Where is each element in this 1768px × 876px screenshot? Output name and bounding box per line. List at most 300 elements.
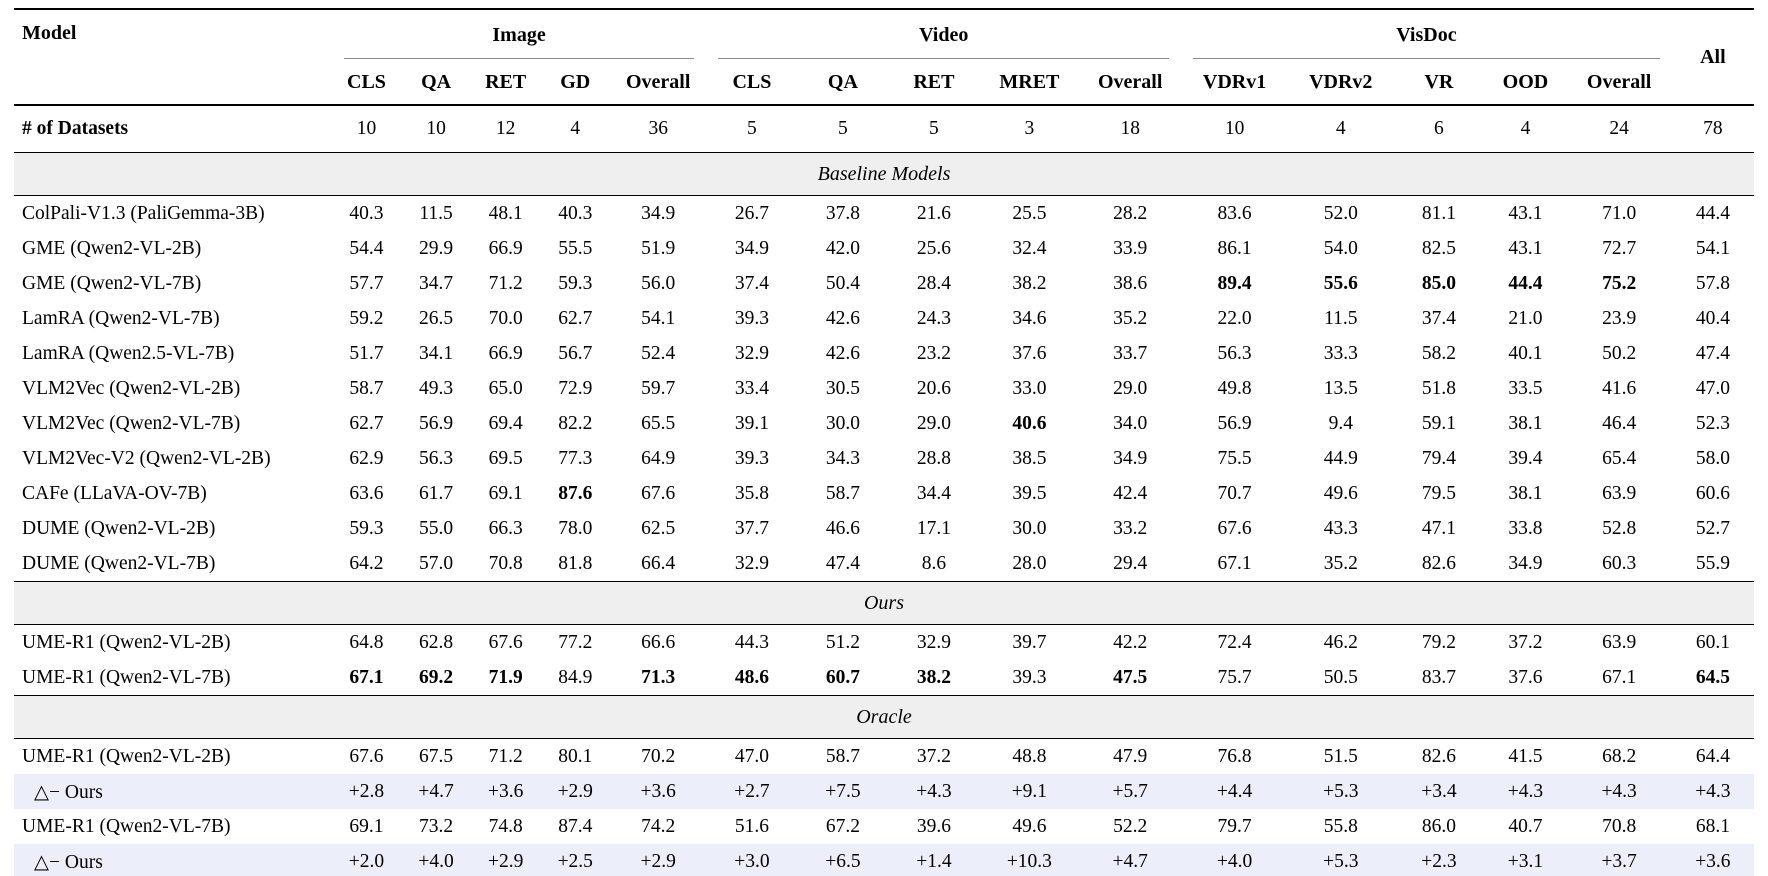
score-cell: 37.4 — [1421, 307, 1456, 329]
score-cell: 54.4 — [349, 237, 384, 259]
score-cell: +2.3 — [1393, 844, 1484, 876]
score-cell: 79.7 — [1217, 815, 1252, 837]
col-header: VDRv2 — [1288, 60, 1393, 105]
model-row — [14, 301, 1754, 336]
score-cell: 73.2 — [419, 815, 454, 837]
group-header-visdoc: VisDoc — [1181, 9, 1672, 60]
score-cell: 54.1 — [1695, 237, 1730, 259]
score-cell: 39.1 — [734, 412, 769, 434]
score-cell: 30.5 — [825, 377, 860, 399]
score-cell: 34.1 — [419, 342, 454, 364]
score-cell: 64.4 — [1695, 745, 1730, 767]
score-cell: 64.2 — [349, 552, 384, 574]
score-cell: 87.4 — [558, 815, 593, 837]
score-cell: 70.7 — [1217, 482, 1252, 504]
score-cell: 25.6 — [916, 237, 951, 259]
score-cell: 64.5 — [1695, 666, 1730, 688]
model-column-header: Model — [14, 9, 332, 105]
score-cell: +3.6 — [610, 774, 706, 809]
score-cell: +4.3 — [1672, 774, 1754, 809]
score-cell: 82.2 — [558, 412, 593, 434]
score-cell: 36 — [610, 105, 706, 153]
score-cell: 54.1 — [641, 307, 676, 329]
score-cell: 62.7 — [349, 412, 384, 434]
score-cell: 62.7 — [558, 307, 593, 329]
model-name-cell: DUME (Qwen2-VL-7B) — [22, 552, 216, 574]
score-cell: +4.3 — [888, 774, 979, 809]
model-name-cell: UME-R1 (Qwen2-VL-2B) — [22, 631, 231, 653]
score-cell: 80.1 — [558, 745, 593, 767]
col-header: CLS — [332, 60, 402, 105]
model-name-cell: ColPali-V1.3 (PaliGemma-3B) — [22, 202, 265, 224]
score-cell: 68.1 — [1695, 815, 1730, 837]
score-cell: 58.2 — [1421, 342, 1456, 364]
model-row — [14, 196, 1754, 232]
score-cell: 70.8 — [1602, 815, 1637, 837]
score-cell: 17.1 — [916, 517, 951, 539]
score-cell: 5 — [706, 105, 797, 153]
score-cell: 33.9 — [1113, 237, 1148, 259]
score-cell: 79.5 — [1421, 482, 1456, 504]
score-cell: 49.8 — [1217, 377, 1252, 399]
score-cell: 26.7 — [734, 202, 769, 224]
score-cell: 64.8 — [349, 631, 384, 653]
score-cell: 58.7 — [349, 377, 384, 399]
score-cell: 55.9 — [1695, 552, 1730, 574]
score-cell: 34.3 — [825, 447, 860, 469]
score-cell: +4.3 — [1566, 774, 1671, 809]
model-row — [14, 739, 1754, 775]
score-cell: 67.6 — [641, 482, 676, 504]
score-cell: 64.9 — [641, 447, 676, 469]
score-cell: 38.5 — [1012, 447, 1047, 469]
score-cell: 52.4 — [641, 342, 676, 364]
score-cell: +2.8 — [332, 774, 402, 809]
score-cell: 77.2 — [558, 631, 593, 653]
score-cell: 51.8 — [1421, 377, 1456, 399]
model-name-cell: UME-R1 (Qwen2-VL-7B) — [22, 815, 231, 837]
score-cell: 11.5 — [1324, 307, 1358, 329]
score-cell: 56.0 — [641, 272, 676, 294]
score-cell: 56.7 — [558, 342, 593, 364]
score-cell: 63.9 — [1602, 631, 1637, 653]
score-cell: +5.3 — [1288, 844, 1393, 876]
score-cell: 37.6 — [1012, 342, 1047, 364]
score-cell: 34.0 — [1113, 412, 1148, 434]
model-name-cell: DUME (Qwen2-VL-2B) — [22, 517, 216, 539]
score-cell: 48.1 — [488, 202, 523, 224]
score-cell: 37.4 — [734, 272, 769, 294]
col-header: CLS — [706, 60, 797, 105]
score-cell: +3.0 — [706, 844, 797, 876]
score-cell: 67.5 — [419, 745, 454, 767]
score-cell: 29.9 — [419, 237, 454, 259]
score-cell: 40.7 — [1508, 815, 1543, 837]
score-cell: 72.9 — [558, 377, 593, 399]
score-cell: 59.2 — [349, 307, 384, 329]
score-cell: 56.3 — [419, 447, 454, 469]
score-cell: 34.9 — [1113, 447, 1148, 469]
score-cell: 86.1 — [1217, 237, 1252, 259]
score-cell: 6 — [1393, 105, 1484, 153]
score-cell: 68.2 — [1602, 745, 1637, 767]
score-cell: 34.9 — [641, 202, 676, 224]
score-cell: 39.3 — [734, 447, 769, 469]
datasets-count-row — [14, 105, 1754, 153]
score-cell: 42.2 — [1113, 631, 1148, 653]
score-cell: 79.2 — [1421, 631, 1456, 653]
score-cell: 52.7 — [1695, 517, 1730, 539]
score-cell: 21.0 — [1508, 307, 1543, 329]
score-cell: 72.4 — [1217, 631, 1252, 653]
score-cell: 4 — [540, 105, 610, 153]
score-cell: 60.6 — [1695, 482, 1730, 504]
score-cell: 60.7 — [825, 666, 860, 688]
score-cell: 47.9 — [1113, 745, 1148, 767]
model-name-cell: UME-R1 (Qwen2-VL-7B) — [22, 666, 231, 688]
section-title: Baseline Models — [14, 153, 1754, 196]
score-cell: 30.0 — [1012, 517, 1047, 539]
model-row — [14, 266, 1754, 301]
col-header: QA — [797, 60, 888, 105]
score-cell: 51.5 — [1323, 745, 1358, 767]
score-cell: 71.0 — [1602, 202, 1637, 224]
col-header: VR — [1393, 60, 1484, 105]
score-cell: 67.6 — [349, 745, 384, 767]
col-header: QA — [401, 60, 471, 105]
delta-row — [14, 774, 1754, 809]
score-cell: 48.8 — [1012, 745, 1047, 767]
score-cell: 40.1 — [1508, 342, 1543, 364]
model-row — [14, 336, 1754, 371]
score-cell: 66.9 — [488, 342, 523, 364]
score-cell: 78 — [1672, 105, 1754, 153]
model-name-cell: GME (Qwen2-VL-7B) — [22, 272, 202, 294]
score-cell: 70.0 — [488, 307, 523, 329]
score-cell: 10 — [1181, 105, 1288, 153]
score-cell: +3.6 — [1672, 844, 1754, 876]
score-cell: 33.4 — [734, 377, 769, 399]
score-cell: 60.1 — [1695, 631, 1730, 653]
score-cell: 67.1 — [1602, 666, 1637, 688]
score-cell: 42.6 — [825, 307, 860, 329]
score-cell: 47.4 — [1695, 342, 1730, 364]
score-cell: 43.3 — [1323, 517, 1358, 539]
score-cell: 39.3 — [1012, 666, 1047, 688]
score-cell: +6.5 — [797, 844, 888, 876]
score-cell: 66.4 — [641, 552, 676, 574]
score-cell: 49.6 — [1012, 815, 1047, 837]
score-cell: +2.7 — [706, 774, 797, 809]
score-cell: 83.7 — [1421, 666, 1456, 688]
score-cell: 82.5 — [1421, 237, 1456, 259]
score-cell: 71.2 — [488, 272, 523, 294]
model-name-cell: GME (Qwen2-VL-2B) — [22, 237, 202, 259]
score-cell: 40.3 — [349, 202, 384, 224]
score-cell: 33.5 — [1508, 377, 1543, 399]
score-cell: 28.8 — [916, 447, 951, 469]
score-cell: 62.8 — [419, 631, 454, 653]
model-row — [14, 441, 1754, 476]
score-cell: 69.1 — [488, 482, 523, 504]
model-name-cell: # of Datasets — [14, 105, 332, 153]
col-header: RET — [888, 60, 979, 105]
model-row — [14, 511, 1754, 546]
score-cell: 37.2 — [916, 745, 951, 767]
score-cell: 57.7 — [349, 272, 384, 294]
score-cell: 65.0 — [488, 377, 523, 399]
score-cell: 29.0 — [916, 412, 951, 434]
score-cell: 69.4 — [488, 412, 523, 434]
score-cell: 50.4 — [825, 272, 860, 294]
score-cell: 57.8 — [1695, 272, 1730, 294]
score-cell: 10 — [401, 105, 471, 153]
score-cell: 34.7 — [419, 272, 454, 294]
score-cell: 38.6 — [1113, 272, 1148, 294]
score-cell: 72.7 — [1602, 237, 1637, 259]
score-cell: +2.0 — [332, 844, 402, 876]
score-cell: 59.3 — [558, 272, 593, 294]
score-cell: 47.5 — [1113, 666, 1148, 688]
score-cell: 33.7 — [1113, 342, 1148, 364]
score-cell: 44.4 — [1508, 272, 1543, 294]
score-cell: 58.7 — [825, 482, 860, 504]
col-header: VDRv1 — [1181, 60, 1288, 105]
score-cell: 28.0 — [1012, 552, 1047, 574]
score-cell: 65.5 — [641, 412, 676, 434]
score-cell: 3 — [979, 105, 1079, 153]
score-cell: 52.8 — [1602, 517, 1637, 539]
score-cell: 67.2 — [825, 815, 860, 837]
score-cell: 78.0 — [558, 517, 593, 539]
score-cell: 87.6 — [558, 482, 593, 504]
score-cell: 39.4 — [1508, 447, 1543, 469]
score-cell: 69.1 — [349, 815, 384, 837]
score-cell: +4.0 — [401, 844, 471, 876]
score-cell: 67.1 — [1217, 552, 1252, 574]
col-header: MRET — [979, 60, 1079, 105]
score-cell: +2.9 — [471, 844, 541, 876]
score-cell: 74.2 — [641, 815, 676, 837]
score-cell: 49.3 — [419, 377, 454, 399]
score-cell: 85.0 — [1421, 272, 1456, 294]
score-cell: 51.6 — [734, 815, 769, 837]
score-cell: 58.7 — [825, 745, 860, 767]
score-cell: 38.1 — [1508, 482, 1543, 504]
score-cell: 50.5 — [1323, 666, 1358, 688]
col-header: Overall — [1566, 60, 1671, 105]
score-cell: 44.3 — [734, 631, 769, 653]
score-cell: 71.2 — [488, 745, 523, 767]
score-cell: +3.7 — [1566, 844, 1671, 876]
score-cell: 25.5 — [1012, 202, 1047, 224]
score-cell: +4.7 — [401, 774, 471, 809]
score-cell: 32.9 — [734, 552, 769, 574]
score-cell: 79.4 — [1421, 447, 1456, 469]
score-cell: 4 — [1484, 105, 1566, 153]
group-header-row — [14, 9, 1754, 60]
score-cell: +4.7 — [1079, 844, 1181, 876]
score-cell: 39.5 — [1012, 482, 1047, 504]
score-cell: 63.9 — [1602, 482, 1637, 504]
score-cell: 34.9 — [734, 237, 769, 259]
score-cell: 55.5 — [558, 237, 593, 259]
model-row — [14, 406, 1754, 441]
score-cell: 54.0 — [1323, 237, 1358, 259]
model-row — [14, 809, 1754, 844]
score-cell: 43.1 — [1508, 202, 1543, 224]
score-cell: 66.6 — [641, 631, 676, 653]
score-cell: 76.8 — [1217, 745, 1252, 767]
score-cell: 70.8 — [488, 552, 523, 574]
score-cell: 24 — [1566, 105, 1671, 153]
score-cell: 5 — [888, 105, 979, 153]
score-cell: 5 — [797, 105, 888, 153]
score-cell: 26.5 — [419, 307, 454, 329]
score-cell: 55.8 — [1323, 815, 1358, 837]
score-cell: +2.9 — [540, 774, 610, 809]
score-cell: 35.2 — [1323, 552, 1358, 574]
score-cell: 75.5 — [1217, 447, 1252, 469]
score-cell: 37.6 — [1508, 666, 1543, 688]
score-cell: 56.3 — [1217, 342, 1252, 364]
score-cell: 35.2 — [1113, 307, 1148, 329]
score-cell: 59.1 — [1421, 412, 1456, 434]
section-title: Oracle — [14, 696, 1754, 739]
score-cell: 32.9 — [734, 342, 769, 364]
score-cell: 81.1 — [1421, 202, 1456, 224]
score-cell: 34.6 — [1012, 307, 1047, 329]
score-cell: +2.9 — [610, 844, 706, 876]
score-cell: 32.9 — [916, 631, 951, 653]
score-cell: 59.7 — [641, 377, 676, 399]
score-cell: 29.0 — [1113, 377, 1148, 399]
col-header: GD — [540, 60, 610, 105]
score-cell: 11.5 — [419, 202, 453, 224]
model-name-cell: LamRA (Qwen2-VL-7B) — [22, 307, 220, 329]
score-cell: 46.6 — [825, 517, 860, 539]
score-cell: 81.8 — [558, 552, 593, 574]
score-cell: 33.8 — [1508, 517, 1543, 539]
score-cell: 51.2 — [825, 631, 860, 653]
score-cell: 40.6 — [1012, 412, 1047, 434]
score-cell: 86.0 — [1421, 815, 1456, 837]
score-cell: 4 — [1288, 105, 1393, 153]
score-cell: 30.0 — [825, 412, 860, 434]
score-cell: 82.6 — [1421, 552, 1456, 574]
score-cell: 67.1 — [349, 666, 384, 688]
score-cell: 12 — [471, 105, 541, 153]
score-cell: 42.4 — [1113, 482, 1148, 504]
score-cell: 74.8 — [488, 815, 523, 837]
score-cell: 52.2 — [1113, 815, 1148, 837]
score-cell: 38.1 — [1508, 412, 1543, 434]
score-cell: 71.9 — [488, 666, 523, 688]
score-cell: 23.9 — [1602, 307, 1637, 329]
col-header: Overall — [610, 60, 706, 105]
score-cell: 56.9 — [1217, 412, 1252, 434]
score-cell: 58.0 — [1695, 447, 1730, 469]
score-cell: 56.9 — [419, 412, 454, 434]
score-cell: +4.3 — [1484, 774, 1566, 809]
score-cell: 39.6 — [916, 815, 951, 837]
score-cell: 33.0 — [1012, 377, 1047, 399]
score-cell: 39.7 — [1012, 631, 1047, 653]
score-cell: 47.0 — [734, 745, 769, 767]
group-header-image: Image — [332, 9, 707, 60]
score-cell: 10 — [332, 105, 402, 153]
score-cell: 40.4 — [1695, 307, 1730, 329]
score-cell: 37.2 — [1508, 631, 1543, 653]
model-name-cell: VLM2Vec (Qwen2-VL-2B) — [22, 377, 241, 399]
model-row — [14, 546, 1754, 582]
score-cell: 60.3 — [1602, 552, 1637, 574]
score-cell: 37.7 — [734, 517, 769, 539]
score-cell: 47.4 — [825, 552, 860, 574]
score-cell: 82.6 — [1421, 745, 1456, 767]
score-cell: +10.3 — [979, 844, 1079, 876]
model-row — [14, 625, 1754, 661]
score-cell: 39.3 — [734, 307, 769, 329]
score-cell: +9.1 — [979, 774, 1079, 809]
score-cell: 67.6 — [1217, 517, 1252, 539]
model-row — [14, 231, 1754, 266]
score-cell: +3.4 — [1393, 774, 1484, 809]
score-cell: 50.2 — [1602, 342, 1637, 364]
score-cell: 42.0 — [825, 237, 860, 259]
score-cell: +3.6 — [471, 774, 541, 809]
score-cell: 77.3 — [558, 447, 593, 469]
score-cell: 34.9 — [1508, 552, 1543, 574]
score-cell: 69.2 — [419, 666, 454, 688]
section-title: Ours — [14, 582, 1754, 625]
score-cell: 65.4 — [1602, 447, 1637, 469]
score-cell: 24.3 — [916, 307, 951, 329]
score-cell: 48.6 — [734, 666, 769, 688]
score-cell: 61.7 — [419, 482, 454, 504]
score-cell: 55.0 — [419, 517, 454, 539]
score-cell: 59.3 — [349, 517, 384, 539]
score-cell: 38.2 — [916, 666, 951, 688]
all-column-header: All — [1672, 9, 1754, 105]
model-row — [14, 476, 1754, 511]
model-name-cell: △− Ours — [14, 844, 332, 876]
score-cell: 28.2 — [1113, 202, 1148, 224]
model-name-cell: UME-R1 (Qwen2-VL-2B) — [22, 745, 231, 767]
score-cell: 70.2 — [641, 745, 676, 767]
score-cell: 38.2 — [1012, 272, 1047, 294]
group-header-video: Video — [706, 9, 1181, 60]
score-cell: 46.2 — [1323, 631, 1358, 653]
score-cell: 43.1 — [1508, 237, 1543, 259]
score-cell: 62.9 — [349, 447, 384, 469]
score-cell: 66.3 — [488, 517, 523, 539]
score-cell: 66.9 — [488, 237, 523, 259]
score-cell: 9.4 — [1328, 412, 1353, 434]
table-body — [14, 105, 1754, 876]
score-cell: 84.9 — [558, 666, 593, 688]
model-name-cell: △− Ours — [14, 774, 332, 809]
model-name-cell: CAFe (LLaVA-OV-7B) — [22, 482, 207, 504]
score-cell: 49.6 — [1323, 482, 1358, 504]
score-cell: +2.5 — [540, 844, 610, 876]
score-cell: 23.2 — [916, 342, 951, 364]
score-cell: 47.1 — [1421, 517, 1456, 539]
score-cell: 57.0 — [419, 552, 454, 574]
score-cell: 42.6 — [825, 342, 860, 364]
score-cell: 75.7 — [1217, 666, 1252, 688]
score-cell: 21.6 — [916, 202, 951, 224]
